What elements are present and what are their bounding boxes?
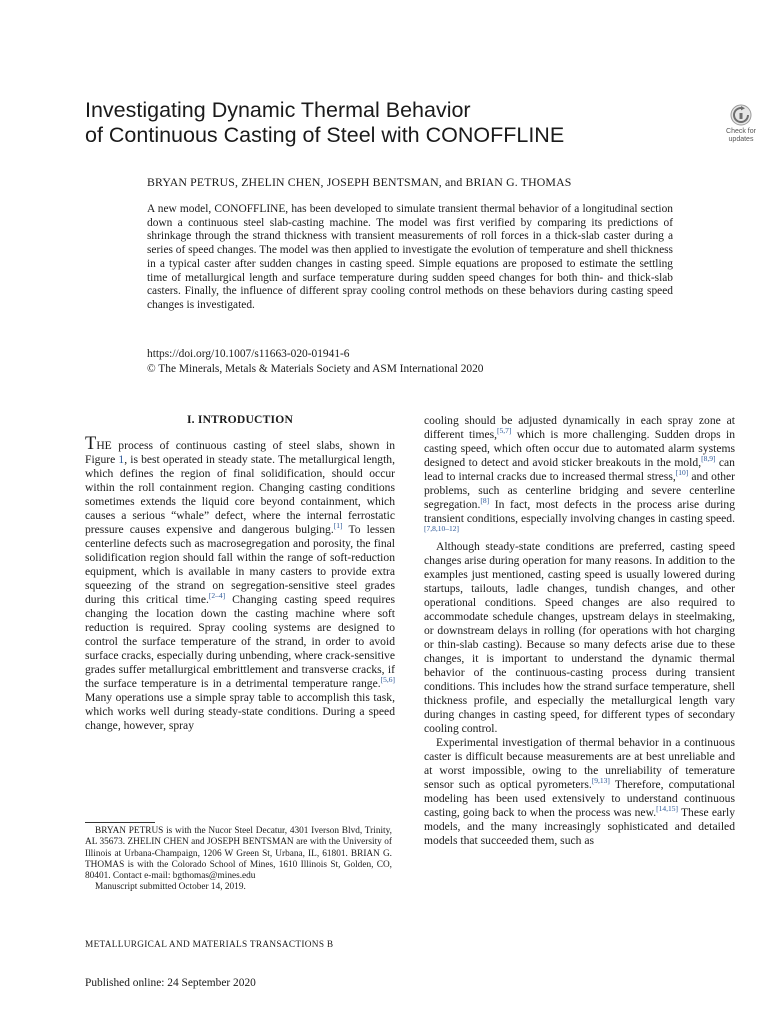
footnote-divider [85,822,155,823]
text-run: Changing casting speed requires changing the location down the casting machine where soft reduction is required. Spray cooling systems are designed to control the surface temperature of the strand, in order to avoid surface cracks, especially during unbending, where crack-sensitive grades suffer metallurgical embrittlement and transverse cracks, if the surface temperature is in a detrimental temperature range. [85,593,395,690]
title-line-1: Investigating Dynamic Thermal Behavior [85,98,471,122]
text-run: and other problems, such as centerline bridging and severe centerline segregation. [424,470,735,511]
author-affiliations-footnote [85,826,392,894]
drop-cap: T [85,434,97,454]
badge-line-2: updates [728,135,754,143]
text-run: cooling should be adjusted dynamically in each spray zone at different times, [424,414,735,441]
text-run: Many operations use a simple spray table to accomplish this task, which works well during steady-state conditions. During a speed change, however, spray [85,691,395,732]
doi-link[interactable]: https://doi.org/10.1007/s11663-020-01941-6 [147,348,350,360]
citation-link[interactable]: [1] [333,521,343,530]
submission-date: Manuscript submitted October 14, 2019. [95,882,246,893]
intro-paragraph-2: Although steady-state conditions are preferred, casting speed changes arise during operation for many reasons. In addition to the examples just mentioned, casting speed is usually lowered during startups, tailouts, ladle changes, tundish changes, and other operational conditions. Speed changes are also required to accommodate schedule changes, upstream delays in steelmaking, or downstream delays in rolling (for operations with hot charging or thin-slab casting). Because so many defects arise due to these changes, it is important to understand the dynamic thermal behavior of the continuous-casting process during transient conditions. This includes how the strand surface temperature, shell thickness profile, and especially the metallurgical length vary during changes in casting speed, for different types of secondary cooling control. [424,540,735,735]
badge-line-1: Check for [726,128,756,135]
citation-link[interactable]: [9,13] [591,776,610,785]
article-title [85,98,685,148]
intro-paragraph-1-continued [424,414,735,540]
citation-link[interactable]: [7,8,10–12] [424,524,459,533]
copyright-notice: © The Minerals, Metals & Materials Society and ASM International 2020 [147,362,484,375]
text-run: Therefore, computational modeling has been used extensively to understand continuous casting, going back to when the process was new. [424,778,735,819]
intro-paragraph-1 [85,434,396,733]
citation-link[interactable]: [2–4] [208,591,226,600]
text-run: HE process of continuous casting of steel slabs, shown in Figure [85,439,395,466]
abstract: A new model, CONOFFLINE, has been developed to simulate transient thermal behavior of a longitudinal section down a continuous steel slab-casting machine. The model was first verified by comparing its predictions of shrinkage through the strand thickness with transient measurements of roll forces in a thick-slab caster during a series of speed changes. The model was then applied to investigate the evolution of temperature and shell thickness in a typical caster after sudden changes in casting speed. Simple equations are proposed to estimate the settling time of metallurgical length and surface temperature during sudden speed changes for both thin- and thick-slab casters. Finally, the influence of different spray cooling control methods on these behaviors during casting speed changes is investigated. [147,203,673,311]
author-list: BRYAN PETRUS, ZHELIN CHEN, JOSEPH BENTSMAN, and BRIAN G. THOMAS [147,175,572,189]
check-for-updates-badge[interactable] [722,104,760,143]
left-column [85,434,396,733]
affiliations: BRYAN PETRUS is with the Nucor Steel Decatur, 4301 Iverson Blvd, Trinity, AL 35673. ZHELIN CHEN and JOSEPH BENTSMAN are with the University of Illinois at Urbana-Champaign, 1206 W Green St, Urbana, IL, 61801. BRIAN G. THOMAS is with the Colorado School of Mines, 1610 Illinois St, Golden, CO, 80401. Contact e-mail: bgthomas@mines.edu [85,826,392,882]
published-date: Published online: 24 September 2020 [85,977,256,989]
journal-name: METALLURGICAL AND MATERIALS TRANSACTIONS B [85,940,334,950]
citation-link[interactable]: [8] [480,496,490,505]
article-meta [147,347,673,376]
intro-paragraph-3 [424,736,735,848]
text-run: which is more challenging. Sudden drops in casting speed, which often occur due to automated alarm systems designed to detect and avoid sticker breakouts in the mold, [424,428,735,469]
text-run: To lessen centerline defects such as macrosegregation and porosity, the final solidification region should fall within the range of soft-reduction equipment, which is available in many casters to provide extra squeezing of the strand on segregation-sensitive steel grades during this critical time. [85,523,396,606]
citation-link[interactable]: [5,7] [497,426,512,435]
figure-link[interactable]: 1 [118,453,125,466]
title-line-2: of Continuous Casting of Steel with CONOFFLINE [85,123,565,147]
text-run: In fact, most defects in the process arise during transient conditions, especially involving changes in casting speed. [424,498,735,525]
text-run: These early models, and the many increasingly sophisticated and detailed models that succeeded them, such as [424,806,735,847]
citation-link[interactable]: [10] [675,468,689,477]
text-run: can lead to internal cracks due to increased thermal stress, [424,456,735,483]
section-heading-introduction: I. INTRODUCTION [186,413,294,426]
text-run: Experimental investigation of thermal behavior in a continuous caster is difficult because measurements are at best unreliable and at worst impossible, owing to the unreliability of temerature sensor such as optical pyrometers. [424,736,735,791]
check-for-updates-icon [730,104,752,126]
citation-link[interactable]: [8,9] [701,454,716,463]
right-column [424,414,735,848]
citation-link[interactable]: [14,15] [656,804,678,813]
text-run: , is best operated in steady state. The metallurgical length, which defines the region of final solidification, should occur within the roll containment region. Changing casting conditions sometimes extends the liquid core beyond containment, which causes a serious “whale” defect, where the internal ferrostatic pressure causes expensive and dangerous bulging. [85,453,395,536]
citation-link[interactable]: [5,6] [380,675,395,684]
